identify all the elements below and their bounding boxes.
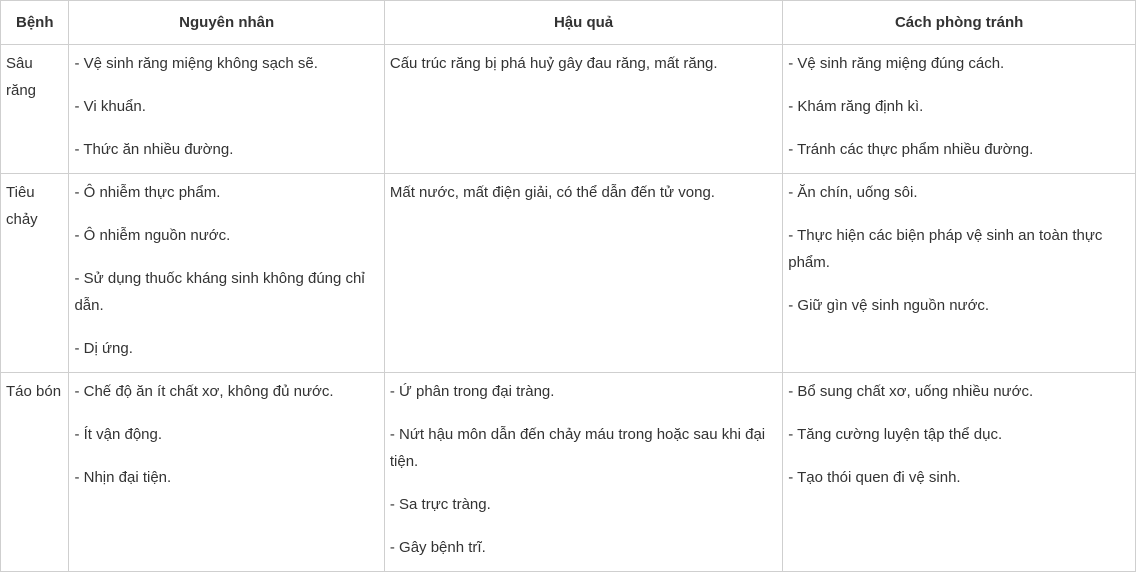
prevention-item: - Tránh các thực phẩm nhiều đường. bbox=[788, 141, 1034, 158]
cause-item: - Nhịn đại tiện. bbox=[74, 469, 172, 486]
consequence-cell bbox=[384, 45, 782, 174]
cause-cell bbox=[69, 373, 384, 572]
cause-item: - Chế độ ăn ít chất xơ, không đủ nước. bbox=[74, 383, 334, 400]
prevention-item: - Tăng cường luyện tập thể dục. bbox=[788, 426, 1003, 443]
cause-cell bbox=[69, 45, 384, 174]
header-nguyen-nhan: Nguyên nhân bbox=[69, 1, 384, 45]
cause-item: - Ô nhiễm nguồn nước. bbox=[74, 227, 231, 244]
prevention-item: - Khám răng định kì. bbox=[788, 98, 924, 115]
consequence-item: - Gây bệnh trĩ. bbox=[389, 539, 486, 556]
cause-item: - Thức ăn nhiều đường. bbox=[74, 141, 234, 158]
consequence-item: - Sa trực tràng. bbox=[389, 496, 491, 513]
prevention-cell bbox=[783, 174, 1136, 373]
cause-item: - Ô nhiễm thực phẩm. bbox=[74, 184, 221, 201]
prevention-cell bbox=[783, 373, 1136, 572]
header-benh: Bệnh bbox=[1, 1, 69, 45]
header-hau-qua: Hậu quả bbox=[384, 1, 782, 45]
prevention-item: - Bổ sung chất xơ, uống nhiều nước. bbox=[788, 383, 1034, 400]
prevention-item: - Vệ sinh răng miệng đúng cách. bbox=[788, 55, 1005, 72]
table-row bbox=[1, 174, 1136, 373]
cause-item: - Vi khuẩn. bbox=[74, 98, 146, 115]
consequence-item: Mất nước, mất điện giải, có thể dẫn đến tử vong. bbox=[389, 184, 715, 201]
consequence-item: Cấu trúc răng bị phá huỷ gây đau răng, mất răng. bbox=[389, 55, 718, 72]
table-body bbox=[1, 45, 1136, 572]
prevention-cell bbox=[783, 45, 1136, 174]
consequence-cell bbox=[384, 174, 782, 373]
cause-item: - Dị ứng. bbox=[74, 340, 133, 357]
table-row bbox=[1, 373, 1136, 572]
disease-name: Tiêu chảy bbox=[1, 174, 69, 373]
consequence-item: - Ứ phân trong đại tràng. bbox=[389, 383, 555, 400]
prevention-item: - Ăn chín, uống sôi. bbox=[788, 184, 918, 201]
prevention-item: - Thực hiện các biện pháp vệ sinh an toàn thực phẩm. bbox=[788, 227, 1103, 271]
disease-name: Táo bón bbox=[1, 373, 69, 572]
consequence-cell bbox=[384, 373, 782, 572]
table-header bbox=[1, 1, 1136, 45]
table-row bbox=[1, 45, 1136, 174]
cause-item: - Sử dụng thuốc kháng sinh không đúng chỉ dẫn. bbox=[74, 270, 365, 314]
cause-cell bbox=[69, 174, 384, 373]
disease-name: Sâu răng bbox=[1, 45, 69, 174]
cause-item: - Vệ sinh răng miệng không sạch sẽ. bbox=[74, 55, 318, 72]
header-cach-phong-tranh: Cách phòng tránh bbox=[783, 1, 1136, 45]
consequence-item: - Nứt hậu môn dẫn đến chảy máu trong hoặc sau khi đại tiện. bbox=[389, 426, 766, 470]
header-row bbox=[1, 1, 1136, 45]
cause-item: - Ít vận động. bbox=[74, 426, 163, 443]
prevention-item: - Giữ gìn vệ sinh nguồn nước. bbox=[788, 297, 990, 314]
prevention-item: - Tạo thói quen đi vệ sinh. bbox=[788, 469, 961, 486]
